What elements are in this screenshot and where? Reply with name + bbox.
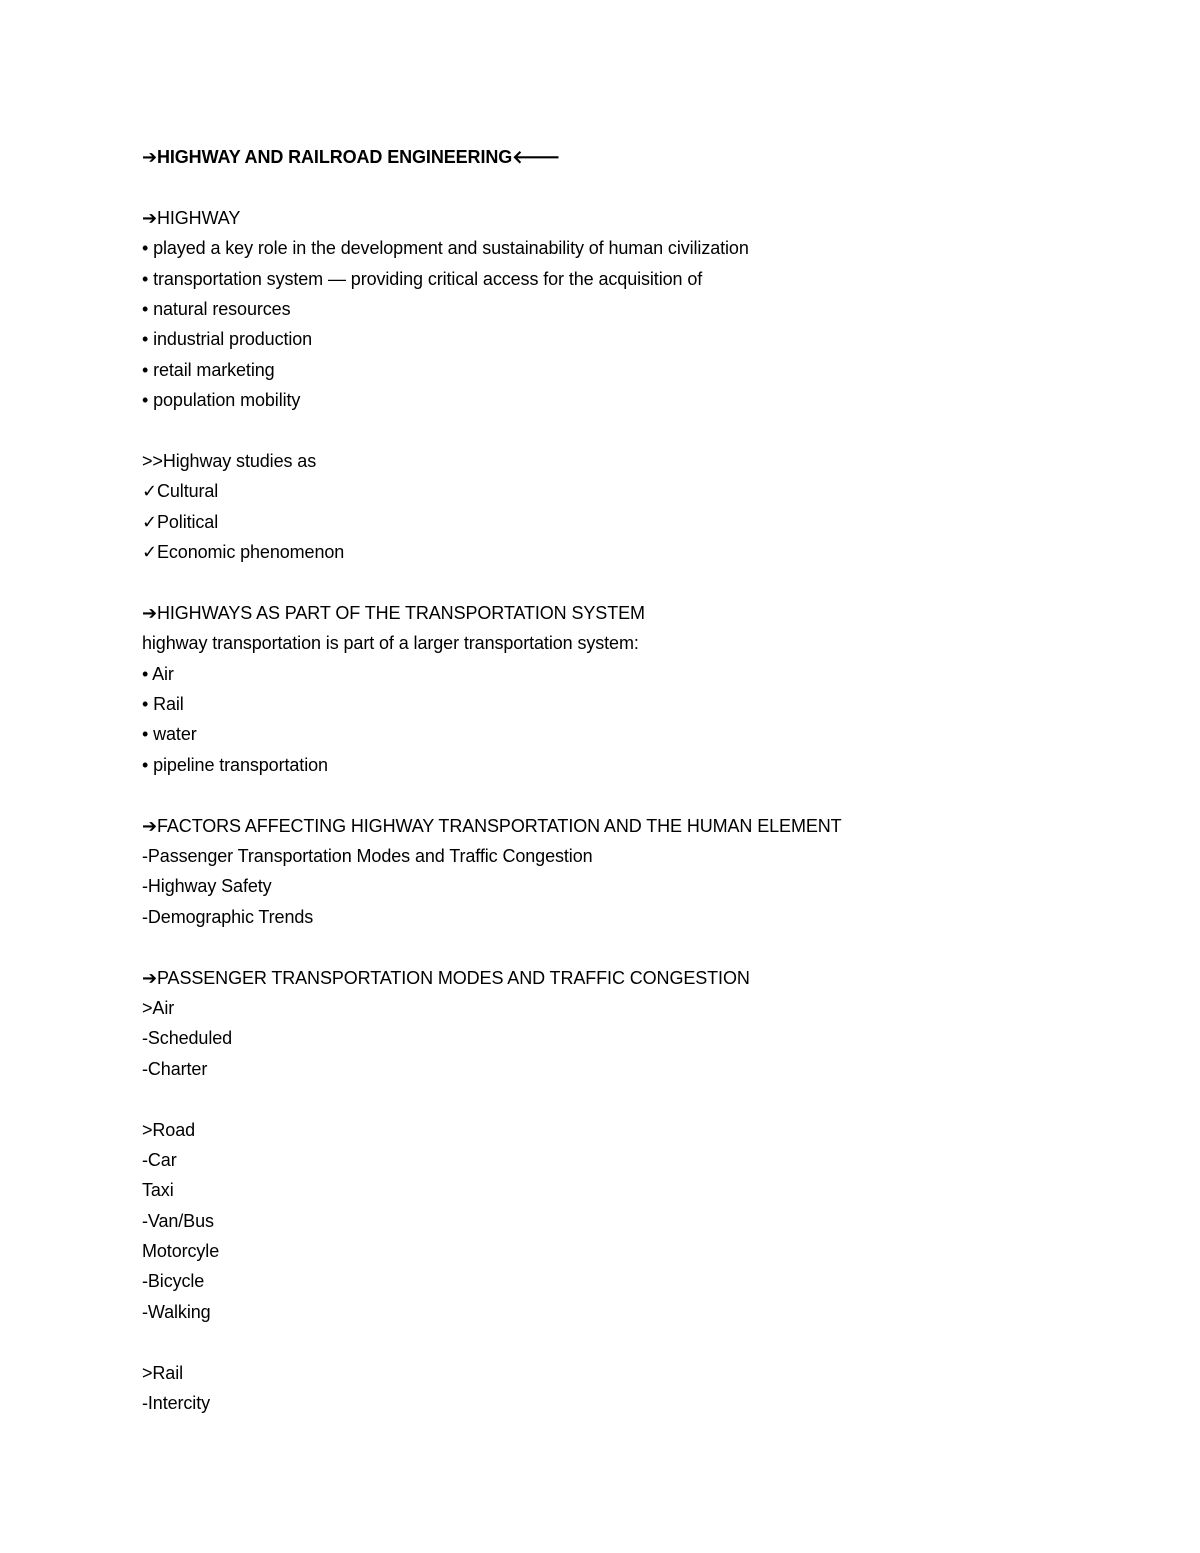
blank-line [142, 567, 1102, 597]
list-item: • retail marketing [142, 359, 275, 380]
list-item: -Passenger Transportation Modes and Traffic Congestion [142, 845, 593, 866]
list-item: -Demographic Trends [142, 906, 314, 927]
list-item: Motorcyle [142, 1241, 220, 1262]
list-item: • industrial production [142, 329, 313, 350]
document-title: ➔HIGHWAY AND RAILROAD ENGINEERING🡐 [142, 147, 561, 167]
list-item: • water [142, 724, 197, 745]
checklist-item: ✓Political [142, 511, 219, 532]
list-item: -Walking [142, 1301, 211, 1322]
list-item: • Rail [142, 694, 184, 715]
list-item: -Highway Safety [142, 876, 272, 897]
list-item: -Charter [142, 1058, 208, 1079]
blank-line [142, 416, 1102, 446]
blank-line [142, 1327, 1102, 1357]
mode-label-rail: >Rail [142, 1362, 184, 1383]
blank-line [142, 780, 1102, 810]
list-item: • played a key role in the development and sustainability of human civilization [142, 238, 749, 259]
factors-heading: ➔FACTORS AFFECTING HIGHWAY TRANSPORTATION AND THE HUMAN ELEMENT [142, 815, 842, 836]
list-item: • pipeline transportation [142, 754, 328, 775]
list-item: • population mobility [142, 390, 301, 411]
studies-heading: >>Highway studies as [142, 450, 317, 471]
list-item: Taxi [142, 1180, 174, 1201]
checklist-item: ✓Cultural [142, 481, 219, 502]
list-item: • transportation system — providing critical access for the acquisition of [142, 268, 703, 289]
blank-line [142, 172, 1102, 202]
transport-system-heading: ➔HIGHWAYS AS PART OF THE TRANSPORTATION SYSTEM [142, 602, 645, 623]
blank-line [142, 932, 1102, 962]
list-item: -Intercity [142, 1393, 211, 1414]
blank-line [142, 1084, 1102, 1114]
list-item: -Scheduled [142, 1028, 233, 1049]
list-item: • Air [142, 663, 174, 684]
document-body [142, 142, 1102, 1418]
list-item: -Car [142, 1149, 177, 1170]
checklist-item: ✓Economic phenomenon [142, 542, 345, 563]
list-item: -Bicycle [142, 1271, 205, 1292]
mode-label-road: >Road [142, 1119, 196, 1140]
modes-heading: ➔PASSENGER TRANSPORTATION MODES AND TRAFFIC CONGESTION [142, 967, 750, 988]
mode-label-air: >Air [142, 997, 175, 1018]
list-item: -Van/Bus [142, 1210, 214, 1231]
list-item: • natural resources [142, 298, 291, 319]
transport-system-intro: highway transportation is part of a larger transportation system: [142, 633, 639, 654]
highway-heading: ➔HIGHWAY [142, 207, 241, 228]
